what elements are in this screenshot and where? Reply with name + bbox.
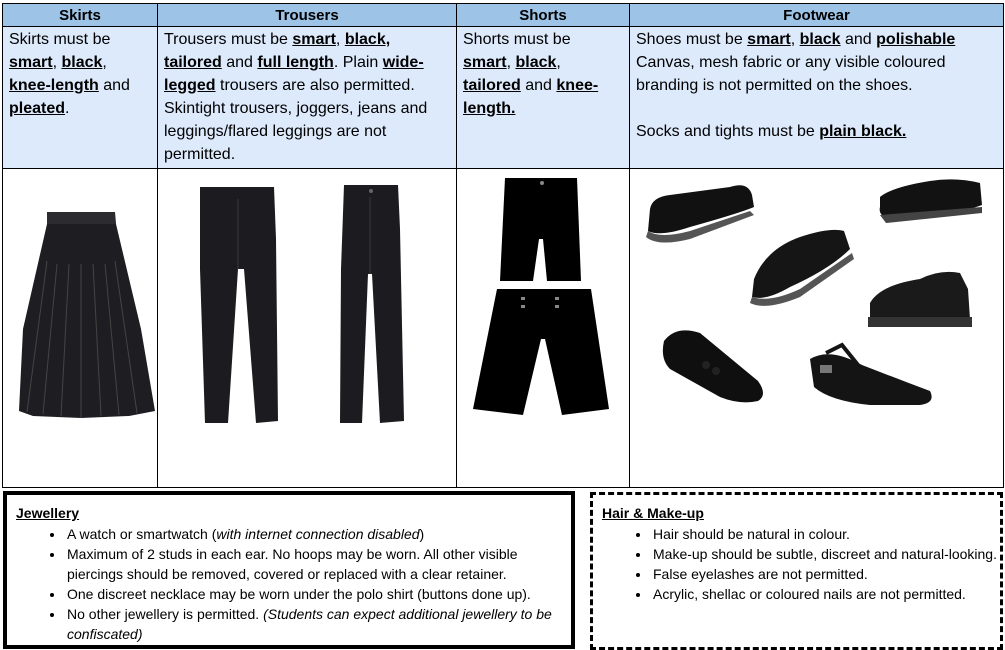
trousers-tailored: tailored: [164, 54, 222, 71]
sep: and: [840, 31, 877, 48]
footwear-image-cell: [630, 169, 1004, 488]
pleated-skirt-image: [3, 169, 158, 487]
trousers-wide: wide-legged: [164, 54, 424, 94]
hair-title: Hair & Make-up: [602, 505, 704, 521]
header-row: [3, 4, 1004, 27]
skirts-pleated: pleated: [9, 100, 66, 117]
jewellery-item1-c: ): [419, 526, 425, 542]
trousers-intro: Trousers must be: [164, 31, 293, 48]
skirts-intro: Skirts must be: [9, 31, 111, 48]
sep: ,: [52, 54, 62, 71]
sep: ,: [102, 54, 107, 71]
loafer-shoe: [648, 185, 754, 233]
sep: and: [98, 77, 130, 94]
shorts-image-cell: [457, 169, 630, 488]
list-item: • Make-up should be subtle, discreet and natural-looking.: [651, 544, 1000, 564]
list-item: • Maximum of 2 studs in each ear. No hoops may be worn. All other visible piercings should be removed, covered or replaced with a clear retainer.: [65, 544, 571, 584]
header-trousers: Trousers: [158, 4, 457, 27]
footwear-text: [630, 27, 1004, 169]
list-item: [65, 524, 571, 544]
list-item: [65, 604, 571, 644]
jewellery-list: [7, 524, 571, 644]
shorts-image: [457, 169, 630, 487]
list-item: • False eyelashes are not permitted.: [651, 564, 1000, 584]
skirts-text: [3, 27, 158, 169]
jewellery-title: Jewellery: [16, 505, 80, 521]
trousers-rest: trousers are also permitted. Skintight trousers, joggers, jeans and leggings/flared leggings are not permitted.: [164, 77, 428, 163]
jewellery-item4-a: No other jewellery is permitted.: [67, 606, 264, 622]
list-item: • Acrylic, shellac or coloured nails are not permitted.: [651, 584, 1000, 604]
jewellery-item1-a: A watch or smartwatch (: [67, 526, 217, 542]
sep: . Plain: [333, 54, 383, 71]
skirts-smart: smart: [9, 54, 53, 71]
trousers-text: [158, 27, 457, 169]
socks-plain-black: plain black.: [819, 123, 907, 140]
hair-makeup-box: [590, 492, 1003, 650]
footwear-rest: Canvas, mesh fabric or any visible coloured branding is not permitted on the shoes.: [636, 54, 946, 94]
sep: ,: [506, 54, 516, 71]
sep: .: [65, 100, 70, 117]
header-skirts: Skirts: [3, 4, 158, 27]
footwear-smart: smart: [747, 31, 791, 48]
sep: and: [520, 77, 557, 94]
footwear-polishable: polishable: [876, 31, 956, 48]
shorts-smart: smart: [463, 54, 507, 71]
trousers-full: full length: [257, 54, 334, 71]
jewellery-item4-b: (Students can expect additional jewellery to be confiscated): [67, 606, 552, 642]
trousers-image-cell: [158, 169, 457, 488]
shorts-tailored: tailored: [463, 77, 521, 94]
text-row: [3, 27, 1004, 169]
shorts-text: [457, 27, 630, 169]
skirts-black: black: [61, 54, 103, 71]
list-item: • Hair should be natural in colour.: [651, 524, 1000, 544]
image-row: [3, 169, 1004, 488]
sep: ,: [790, 31, 800, 48]
oxford-shoe-left: [752, 230, 850, 298]
sep: ,: [335, 31, 345, 48]
trousers-black: black,: [344, 31, 391, 48]
header-shorts: Shorts: [457, 4, 630, 27]
skirt-image-cell: [3, 169, 158, 488]
socks-intro: Socks and tights must be: [636, 123, 820, 140]
jewellery-box: [3, 491, 575, 649]
shoes-image: [630, 169, 1004, 487]
shorts-knee: knee-length.: [463, 77, 599, 117]
footwear-black: black: [799, 31, 841, 48]
trousers-image: [158, 169, 457, 487]
sep: ,: [556, 54, 561, 71]
shorts-black: black: [515, 54, 557, 71]
uniform-table: [2, 3, 1004, 488]
skirts-knee: knee-length: [9, 77, 99, 94]
jewellery-item1-b: with internet connection disabled: [216, 526, 420, 542]
list-item: • One discreet necklace may be worn under the polo shirt (buttons done up).: [65, 584, 571, 604]
footwear-intro: Shoes must be: [636, 31, 748, 48]
tassel-loafer-shoe: [663, 330, 763, 402]
trousers-smart: smart: [292, 31, 336, 48]
hair-list: [593, 524, 1000, 604]
header-footwear: Footwear: [630, 4, 1004, 27]
shorts-intro: Shorts must be: [463, 31, 571, 48]
mary-jane-shoe: [810, 354, 932, 405]
sep: and: [221, 54, 258, 71]
